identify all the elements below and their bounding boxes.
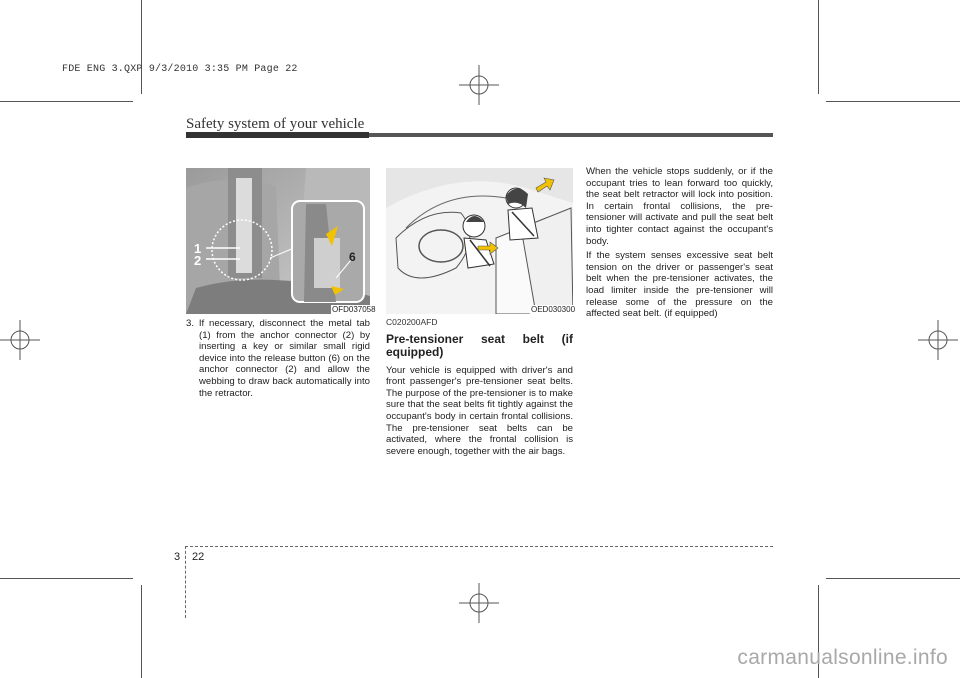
body-paragraph: Your vehicle is equipped with driver's and front passenger's pre-tensioner seat belts. The purpose of the pre-tensioner is to make sure that the seat belts fit tightly against the occupant's body in certain frontal collisions. The pre-tensioner seat belts can be activated, where the frontal collision is severe enough, together with the air bags. [386, 364, 573, 457]
content-code: C020200AFD [386, 317, 438, 327]
section-heading: Pre-tensioner seat belt (if equipped) [386, 331, 573, 360]
pretensioner-illustration [386, 168, 573, 314]
registration-mark-icon [459, 583, 499, 623]
figure-pretensioner [386, 168, 573, 314]
footer-rule [185, 546, 773, 547]
figure-anchor-connector [186, 168, 370, 314]
title-rule [186, 133, 773, 137]
watermark: carmanualsonline.info [737, 646, 948, 669]
registration-mark-icon [0, 320, 40, 360]
print-slug: FDE ENG 3.QXP 9/3/2010 3:35 PM Page 22 [62, 64, 298, 75]
crop-mark [826, 578, 960, 579]
body-paragraph: When the vehicle stops suddenly, or if the occupant tries to lean forward too quickly, the seat belt retractor will lock into position. In certain frontal collisions, the pre-tensioner will activate and pull the seat belt into tighter contact against the occupant's body. [586, 166, 773, 247]
anchor-connector-illustration [186, 168, 370, 314]
figure-code: OED030300 [531, 305, 576, 314]
registration-mark-icon [918, 320, 958, 360]
page-number: 22 [192, 551, 205, 563]
callout-2: 2 [194, 253, 202, 268]
crop-mark [826, 101, 960, 102]
right-column [586, 166, 773, 323]
callout-6: 6 [349, 250, 356, 264]
crop-mark [141, 0, 142, 94]
section-title: Safety system of your vehicle [186, 116, 365, 132]
figure-code: OFD037058 [332, 305, 376, 314]
registration-mark-icon [459, 65, 499, 105]
chapter-number: 3 [174, 551, 181, 563]
body-paragraph: If the system senses excessive seat belt tension on the driver or passenger's seat belt when the pre-tensioner activates, the load limiter inside the pre-tensioner will release some of the pressure on the affected seat belt. (if equipped) [586, 250, 773, 320]
crop-mark [818, 0, 819, 94]
middle-column [386, 317, 573, 460]
crop-mark [0, 578, 133, 579]
footer-rule [185, 546, 186, 618]
crop-mark [0, 101, 133, 102]
left-column [186, 318, 370, 399]
step-text: 3. If necessary, disconnect the metal tab (1) from the anchor connector (2) by inserting a key or similar small rigid device into the release button (6) on the anchor connector (2) and allow the webbing to draw back automatically into the retractor. [186, 318, 370, 399]
crop-mark [141, 585, 142, 678]
callout-1: 1 [194, 241, 202, 256]
